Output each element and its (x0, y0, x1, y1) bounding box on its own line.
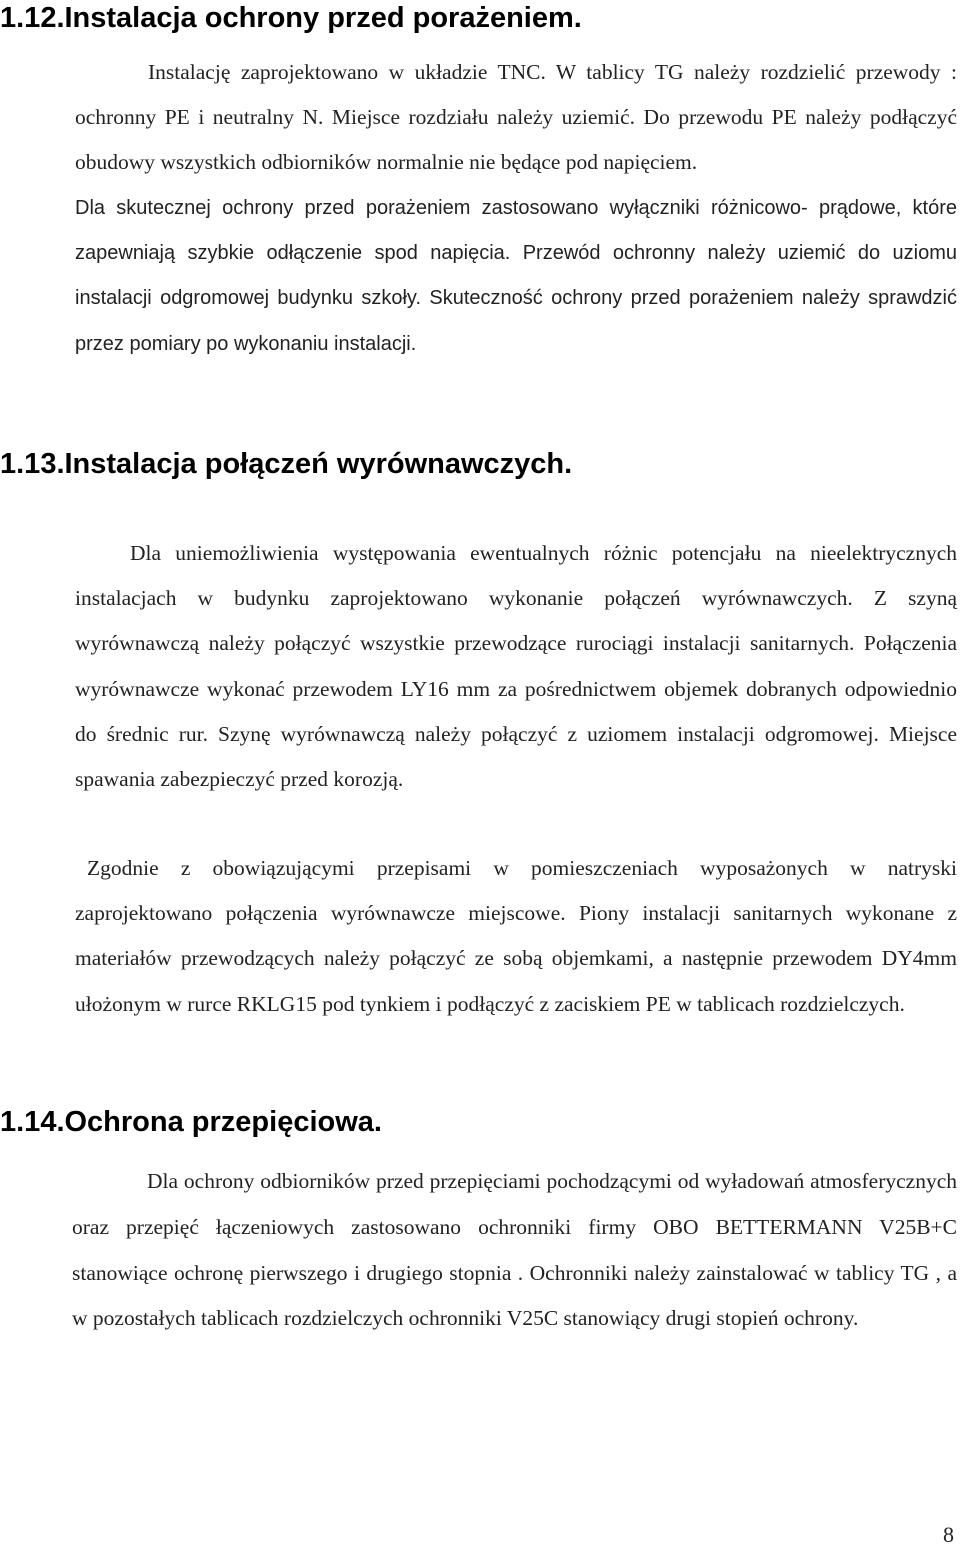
section-1-14-paragraph-1: Dla ochrony odbiorników przed przepięciami pochodzącymi od wyładowań atmosferycznych oraz przepięć łączeniowych zastosowano ochronniki firmy OBO BETTERMANN V25B+C stanowiące ochronę pierwszego i drugiego stopnia . Ochronniki należy zainstalować w tablicy TG , a w pozostałych tablicach rozdzielczych ochronniki V25C stanowiący drugi stopień ochrony. (72, 1169, 957, 1331)
section-1-13-paragraph-2: Zgodnie z obowiązującymi przepisami w pomieszczeniach wyposażonych w natryski zaprojektowano połączenia wyrównawcze miejscowe. Piony instalacji sanitarnych wykonane z materiałów przewodzących należy połączyć ze sobą objemkami, a następnie przewodem DY4mm ułożonym w rurce RKLG15 pod tynkiem i podłączyć z zaciskiem PE w tablicach rozdzielczych. (75, 856, 957, 1016)
section-1-13-paragraph-1: Dla uniemożliwienia występowania ewentualnych różnic potencjału na nieelektrycznych instalacjach w budynku zaprojektowano wykonanie połączeń wyrównawczych. Z szyną wyrównawczą należy połączyć wszystkie przewodzące rurociągi instalacji sanitarnych. Połączenia wyrównawcze wykonać przewodem LY16 mm za pośrednictwem objemek dobranych odpowiednio do średnic rur. Szynę wyrównawczą należy połączyć z uziomem instalacji odgromowej. Miejsce spawania zabezpieczyć przed korozją. (75, 541, 957, 792)
section-heading-1-13: 1.13.Instalacja połączeń wyrównawczych. (0, 448, 573, 480)
section-heading-1-14: 1.14.Ochrona przepięciowa. (0, 1106, 382, 1138)
section-heading-1-12: 1.12.Instalacja ochrony przed porażeniem. (0, 2, 582, 34)
section-1-12-paragraph-2: Dla skutecznej ochrony przed porażeniem zastosowano wyłączniki różnicowo- prądowe, które zapewniają szybkie odłączenie spod napięcia. Przewód ochronny należy uziemić do uziomu instalacji odgromowej budynku szkoły. Skuteczność ochrony przed porażeniem należy sprawdzić przez pomiary po wykonaniu instalacji. (75, 197, 957, 355)
page-number: 8 (943, 1522, 954, 1547)
section-1-12-paragraph-1: Instalację zaprojektowano w układzie TNC. W tablicy TG należy rozdzielić przewody : ochronny PE i neutralny N. Miejsce rozdziału należy uziemić. Do przewodu PE należy podłączyć obudowy wszystkich odbiorników normalnie nie będące pod napięciem. (75, 60, 957, 175)
